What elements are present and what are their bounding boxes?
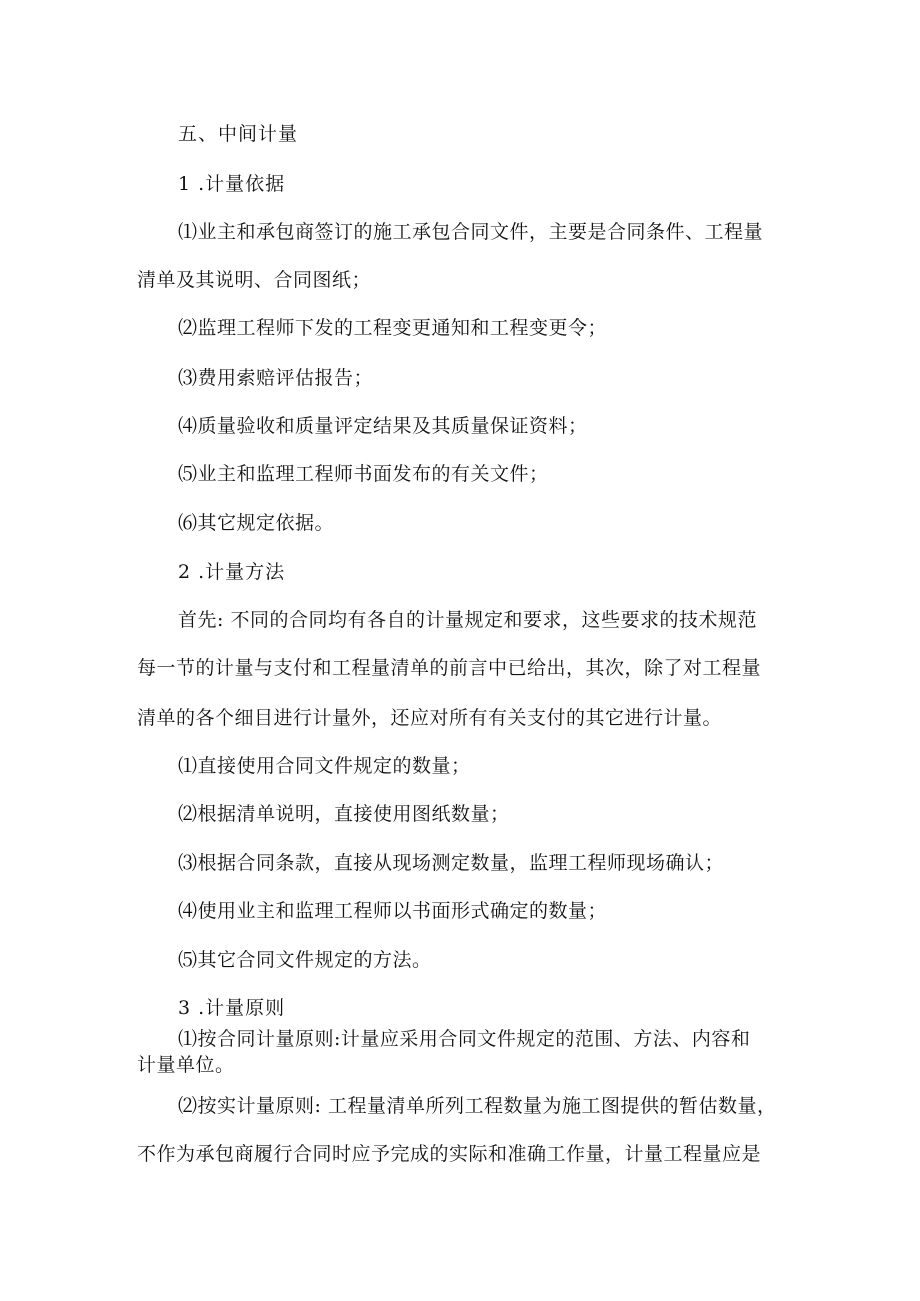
basis-item-6: ⑹其它规定依据。 [178, 512, 335, 534]
basis-item-4: ⑷质量验收和质量评定结果及其质量保证资料； [178, 415, 588, 437]
subsection-heading-principles: 3 .计量原则 [178, 997, 286, 1019]
method-item-5: ⑸其它合同文件规定的方法。 [178, 949, 432, 971]
section-title: 五、中间计量 [178, 123, 299, 145]
method-intro-line-1: 首先: 不同的合同均有各自的计量规定和要求，这些要求的技术规范 [178, 609, 757, 631]
basis-item-1-line-1: ⑴业主和承包商签订的施工承包合同文件，主要是合同条件、工程量 [178, 221, 764, 243]
method-item-3: ⑶根据合同条款，直接从现场测定数量，监理工程师现场确认； [178, 852, 725, 874]
subsection-heading-basis: 1 .计量依据 [178, 173, 286, 195]
basis-item-3: ⑶费用索赔评估报告； [178, 367, 374, 389]
method-item-4: ⑷使用业主和监理工程师以书面形式确定的数量； [178, 900, 608, 922]
subsection-heading-method: 2 .计量方法 [178, 561, 286, 583]
principle-item-1-line-1: ⑴按合同计量原则:计量应采用合同文件规定的范围、方法、内容和 [178, 1028, 751, 1050]
basis-item-2: ⑵监理工程师下发的工程变更通知和工程变更令； [178, 317, 608, 339]
method-intro-line-2: 每一节的计量与支付和工程量清单的前言中已给出，其次，除了对工程量 [137, 657, 762, 679]
principle-item-2-line-1: ⑵按实计量原则: 工程量清单所列工程数量为施工图提供的暂估数量， [178, 1095, 777, 1117]
basis-item-1-line-2: 清单及其说明、合同图纸； [137, 269, 372, 291]
principle-item-2-line-2: 不作为承包商履行合同时应予完成的实际和准确工作量，计量工程量应是 [137, 1143, 762, 1165]
method-item-1: ⑴直接使用合同文件规定的数量； [178, 755, 471, 777]
principle-item-1-line-2: 计量单位。 [137, 1054, 235, 1076]
basis-item-5: ⑸业主和监理工程师书面发布的有关文件； [178, 463, 549, 485]
method-intro-line-3: 清单的各个细目进行计量外，还应对所有有关支付的其它进行计量。 [137, 707, 723, 729]
method-item-2: ⑵根据清单说明，直接使用图纸数量； [178, 803, 510, 825]
